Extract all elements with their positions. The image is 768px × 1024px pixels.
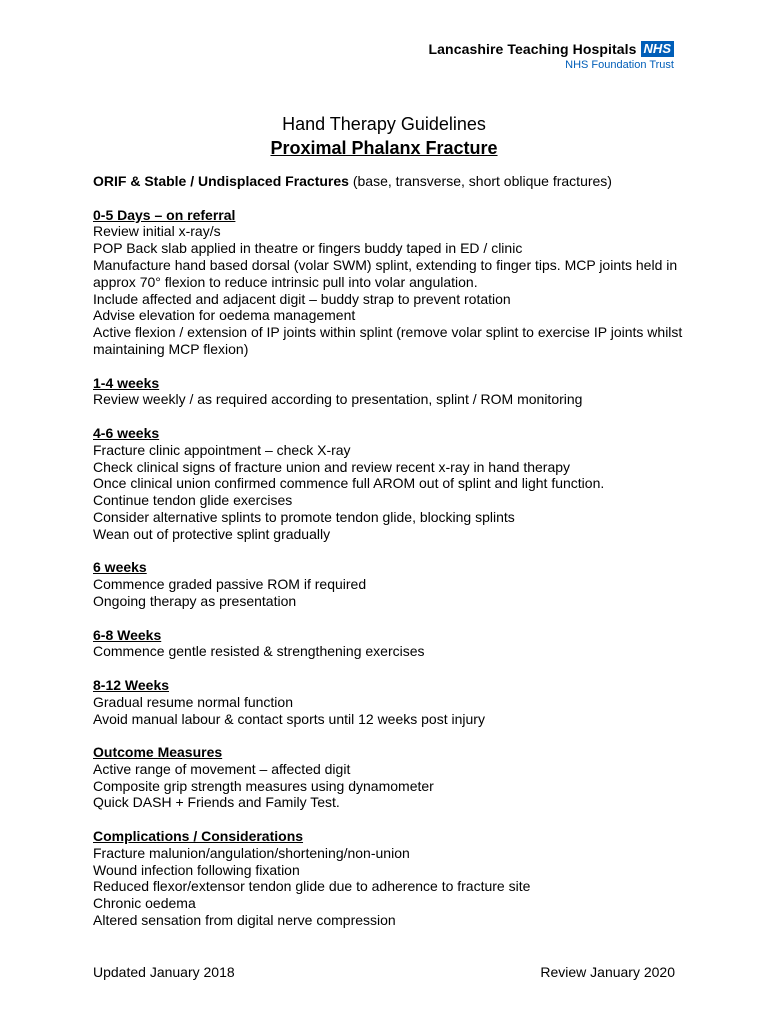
guideline-section (93, 559, 693, 609)
document-subtitle: Proximal Phalanx Fracture (270, 138, 498, 158)
section-line: Gradual resume normal function (93, 693, 293, 710)
guideline-content (93, 173, 693, 946)
section-line: Review weekly / as required according to presentation, splint / ROM monitoring (93, 391, 583, 408)
section-line: Active flexion / extension of IP joints within splint (remove volar splint to exercise IP joints whilst maintaining MCP flexion) (93, 324, 683, 357)
section-line: Continue tendon glide exercises (93, 492, 293, 509)
guideline-section (93, 375, 693, 409)
guideline-section (93, 828, 693, 929)
section-heading: 6 weeks (93, 559, 147, 576)
section-heading: Outcome Measures (93, 744, 223, 761)
section-line: Check clinical signs of fracture union and review recent x-ray in hand therapy (93, 458, 571, 475)
section-line: Commence graded passive ROM if required (93, 576, 367, 593)
guideline-section (93, 207, 693, 358)
section-line: Manufacture hand based dorsal (volar SWM) splint, extending to finger tips. MCP joints held in approx 70° flexion to reduce intrinsic pull into volar angulation. (93, 256, 678, 290)
guideline-section (93, 677, 693, 727)
section-heading: 4-6 weeks (93, 424, 160, 441)
intro-normal-text: (base, transverse, short oblique fractures) (348, 173, 612, 189)
section-line: Consider alternative splints to promote tendon glide, blocking splints (93, 508, 515, 525)
section-line: Active range of movement – affected digit (93, 760, 351, 777)
document-title: Hand Therapy Guidelines (282, 114, 486, 134)
section-line: Fracture clinic appointment – check X-ray (93, 441, 351, 458)
section-line: Advise elevation for oedema management (93, 307, 356, 324)
section-line: Altered sensation from digital nerve compression (93, 912, 396, 929)
section-line: Avoid manual labour & contact sports until 12 weeks post injury (93, 710, 485, 727)
section-heading: Complications / Considerations (93, 828, 304, 845)
guideline-section (93, 425, 693, 543)
section-line: Wean out of protective splint gradually (93, 525, 331, 542)
intro-bold-text: ORIF & Stable / Undisplaced Fractures (93, 173, 349, 189)
nhs-logo: NHS (641, 41, 674, 57)
section-line: Review initial x-ray/s (93, 223, 221, 240)
footer (93, 964, 675, 980)
guideline-section (93, 744, 693, 811)
section-line: Once clinical union confirmed commence full AROM out of splint and light function. (93, 475, 605, 492)
section-line: Fracture malunion/angulation/shortening/non-union (93, 844, 410, 861)
organisation-header (429, 41, 675, 71)
section-line: Composite grip strength measures using dynamometer (93, 777, 434, 794)
updated-date: Updated January 2018 (93, 964, 235, 980)
guideline-section (93, 627, 693, 661)
trust-name: NHS Foundation Trust (565, 59, 674, 71)
review-date: Review January 2020 (540, 964, 675, 980)
section-line: Ongoing therapy as presentation (93, 592, 297, 609)
section-line: Chronic oedema (93, 895, 196, 912)
section-line: Quick DASH + Friends and Family Test. (93, 794, 340, 811)
section-line: Wound infection following fixation (93, 861, 300, 878)
section-heading: 6-8 Weeks (93, 626, 162, 643)
section-heading: 8-12 Weeks (93, 676, 170, 693)
section-heading: 0-5 Days – on referral (93, 206, 236, 223)
intro-line (93, 173, 693, 190)
sections-list (93, 207, 693, 929)
section-line: Include affected and adjacent digit – buddy strap to prevent rotation (93, 290, 511, 307)
organisation-name: Lancashire Teaching Hospitals (428, 41, 637, 57)
section-heading: 1-4 weeks (93, 374, 160, 391)
title-block (0, 112, 768, 160)
organisation-row (429, 41, 675, 57)
section-line: Reduced flexor/extensor tendon glide due to adherence to fracture site (93, 878, 531, 895)
section-line: POP Back slab applied in theatre or fingers buddy taped in ED / clinic (93, 240, 523, 257)
section-line: Commence gentle resisted & strengthening exercises (93, 643, 425, 660)
